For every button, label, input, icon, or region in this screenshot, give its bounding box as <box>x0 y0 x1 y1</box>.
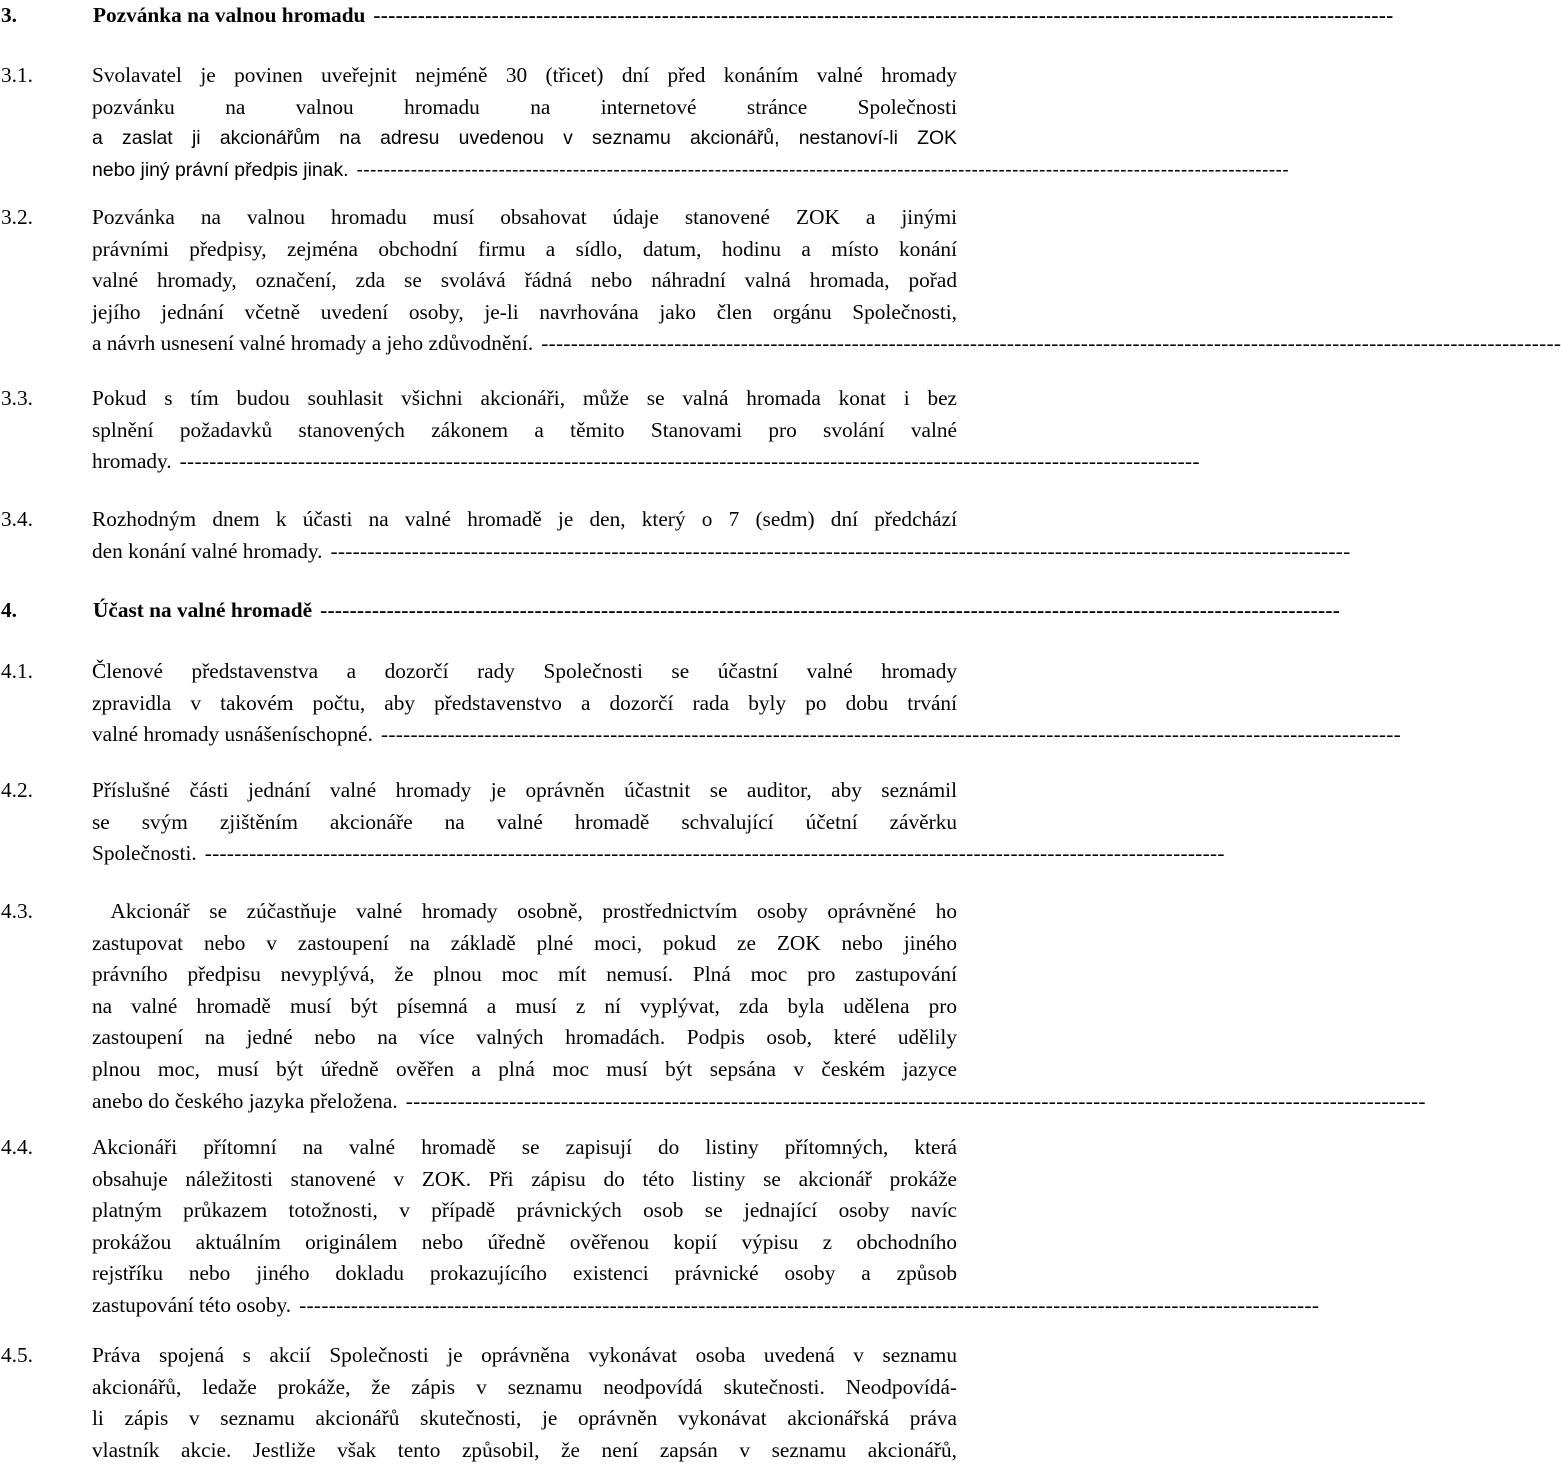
section-heading-4 <box>0 595 1341 627</box>
clause-line: a zaslat ji akcionářům na adresu uvedenou v seznamu akcionářů, nestanoví-li ZOK <box>92 127 957 150</box>
clause-line: zpravidla v takovém počtu, aby představenstvo a dozorčí rada byly po dobu trvání <box>92 690 957 715</box>
clause-line: zastupovat nebo v zastoupení na základě plné moci, pokud ze ZOK nebo jiného <box>92 930 957 955</box>
clause-number: 4.3. <box>1 899 33 923</box>
clause-3-3 <box>0 383 1200 478</box>
clause-4-3 <box>0 896 1426 1117</box>
clause-number: 4.1. <box>1 659 33 683</box>
clause-line: prokážou aktuálním originálem nebo úředně ověřenou kopií výpisu z obchodního <box>92 1229 957 1254</box>
clause-line: li zápis v seznamu akcionářů skutečnosti, je oprávněn vykonávat akcionářská práva <box>92 1406 957 1431</box>
clause-line: Příslušné části jednání valné hromady je oprávněn účastnit se auditor, aby seznámil <box>92 778 957 802</box>
clause-number: 3.2. <box>1 205 33 229</box>
clause-line: Svolavatel je povinen uveřejnit nejméně 30 (třicet) dní před konáním valné hromady <box>92 63 957 87</box>
clause-line: Akcionář se zúčastňuje valné hromady osobně, prostřednictvím osoby oprávněné ho <box>92 899 957 923</box>
clause-line: pozvánku na valnou hromadu na internetové stránce Společnosti <box>92 94 957 119</box>
dash-filler: ------------------------------------------------------------------------------------------------------------------------------------------ <box>356 158 1290 181</box>
clause-line: plnou moc, musí být úředně ověřen a plná moc musí být sepsána v českém jazyce <box>92 1056 957 1081</box>
clause-line: akcionářů, ledaže prokáže, že zápis v seznamu neodpovídá skutečnosti. Neodpovídá- <box>92 1374 957 1399</box>
clause-line: den konání valné hromady. <box>92 538 323 563</box>
clause-number: 3.4. <box>1 507 33 531</box>
clause-line: a návrh usnesení valné hromady a jeho zdůvodnění. <box>92 331 534 356</box>
clause-line: zastupování této osoby. <box>92 1292 292 1317</box>
dash-filler: ------------------------------------------------------------------------------------------------------------------------------------------ <box>330 538 1351 563</box>
section-heading-3 <box>0 0 1394 32</box>
clause-number: 4.4. <box>1 1135 33 1159</box>
clause-line: Rozhodným dnem k účasti na valné hromadě je den, který o 7 (sedm) dní předchází <box>92 507 957 531</box>
clause-line: vlastník akcie. Jestliže však tento způsobil, že není zapsán v seznamu akcionářů, <box>92 1437 957 1462</box>
clause-line: Pokud s tím budou souhlasit všichni akcionáři, může se valná hromada konat i bez <box>92 386 957 410</box>
section-number: 4. <box>1 598 17 622</box>
dash-filler: ------------------------------------------------------------------------------------------------------------------------------------------ <box>373 3 1394 27</box>
clause-line: Práva spojená s akcií Společnosti je oprávněna vykonávat osoba uvedená v seznamu <box>92 1343 957 1367</box>
clause-3-2 <box>0 202 1561 360</box>
clause-line: se svým zjištěním akcionáře na valné hromadě schvalující účetní závěrku <box>92 809 957 834</box>
clause-3-4 <box>0 504 1351 567</box>
clause-3-1 <box>0 60 1290 186</box>
clause-number: 4.2. <box>1 778 33 802</box>
dash-filler: ------------------------------------------------------------------------------------------------------------------------------------------ <box>405 1088 1426 1113</box>
clause-line: anebo do českého jazyka přeložena. <box>92 1088 398 1113</box>
clause-4-4 <box>0 1132 1320 1322</box>
clause-line: Společnosti. <box>92 841 197 866</box>
dash-filler: ------------------------------------------------------------------------------------------------------------------------------------------ <box>179 449 1200 474</box>
section-title: Pozvánka na valnou hromadu <box>93 3 366 27</box>
clause-line: na valné hromadě musí být písemná a musí z ní vyplývat, zda byla udělena pro <box>92 993 957 1018</box>
clause-line: Členové představenstva a dozorčí rady Společnosti se účastní valné hromady <box>92 659 957 683</box>
clause-line: obsahuje náležitosti stanovené v ZOK. Při zápisu do této listiny se akcionář prokáže <box>92 1166 957 1191</box>
clause-line: rejstříku nebo jiného dokladu prokazujícího existenci právnické osoby a způsob <box>92 1261 957 1286</box>
clause-line: valné hromady usnášeníschopné. <box>92 722 373 747</box>
clause-line: zastoupení na jedné nebo na více valných hromadách. Podpis osob, které udělily <box>92 1025 957 1050</box>
clause-line: valné hromady, označení, zda se svolává řádná nebo náhradní valná hromada, pořad <box>92 268 957 293</box>
dash-filler: ------------------------------------------------------------------------------------------------------------------------------------------ <box>204 841 1225 866</box>
clause-line: jejího jednání včetně uvedení osoby, je-li navrhována jako člen orgánu Společnosti, <box>92 299 957 324</box>
dash-filler: ------------------------------------------------------------------------------------------------------------------------------------------ <box>299 1292 1320 1317</box>
clause-line: Akcionáři přítomní na valné hromadě se zapisují do listiny přítomných, která <box>92 1135 957 1159</box>
clause-number: 4.5. <box>1 1343 33 1367</box>
clause-line: právního předpisu nevyplývá, že plnou moc mít nemusí. Plná moc pro zastupování <box>92 962 957 987</box>
clause-line: splnění požadavků stanovených zákonem a těmito Stanovami pro svolání valné <box>92 417 957 442</box>
clause-line: platným průkazem totožnosti, v případě právnických osob se jednající osoby navíc <box>92 1198 957 1223</box>
section-title: Účast na valné hromadě <box>93 598 313 622</box>
clause-number: 3.3. <box>1 386 33 410</box>
clause-line: nebo jiný právní předpis jinak. <box>92 158 349 181</box>
dash-filler: ------------------------------------------------------------------------------------------------------------------------------------------ <box>380 722 1402 747</box>
clause-4-5 <box>0 1340 957 1466</box>
clause-line: právními předpisy, zejména obchodní firmu a sídlo, datum, hodinu a místo konání <box>92 236 957 261</box>
dash-filler: ------------------------------------------------------------------------------------------------------------------------------------------ <box>320 598 1341 622</box>
dash-filler: ------------------------------------------------------------------------------------------------------------------------------------------ <box>541 331 1561 356</box>
clause-number: 3.1. <box>1 63 33 87</box>
clause-4-2 <box>0 775 1225 870</box>
clause-line: hromady. <box>92 449 172 474</box>
clause-4-1 <box>0 656 1402 751</box>
clause-line: Pozvánka na valnou hromadu musí obsahovat údaje stanovené ZOK a jinými <box>92 205 957 229</box>
section-number: 3. <box>1 3 17 27</box>
